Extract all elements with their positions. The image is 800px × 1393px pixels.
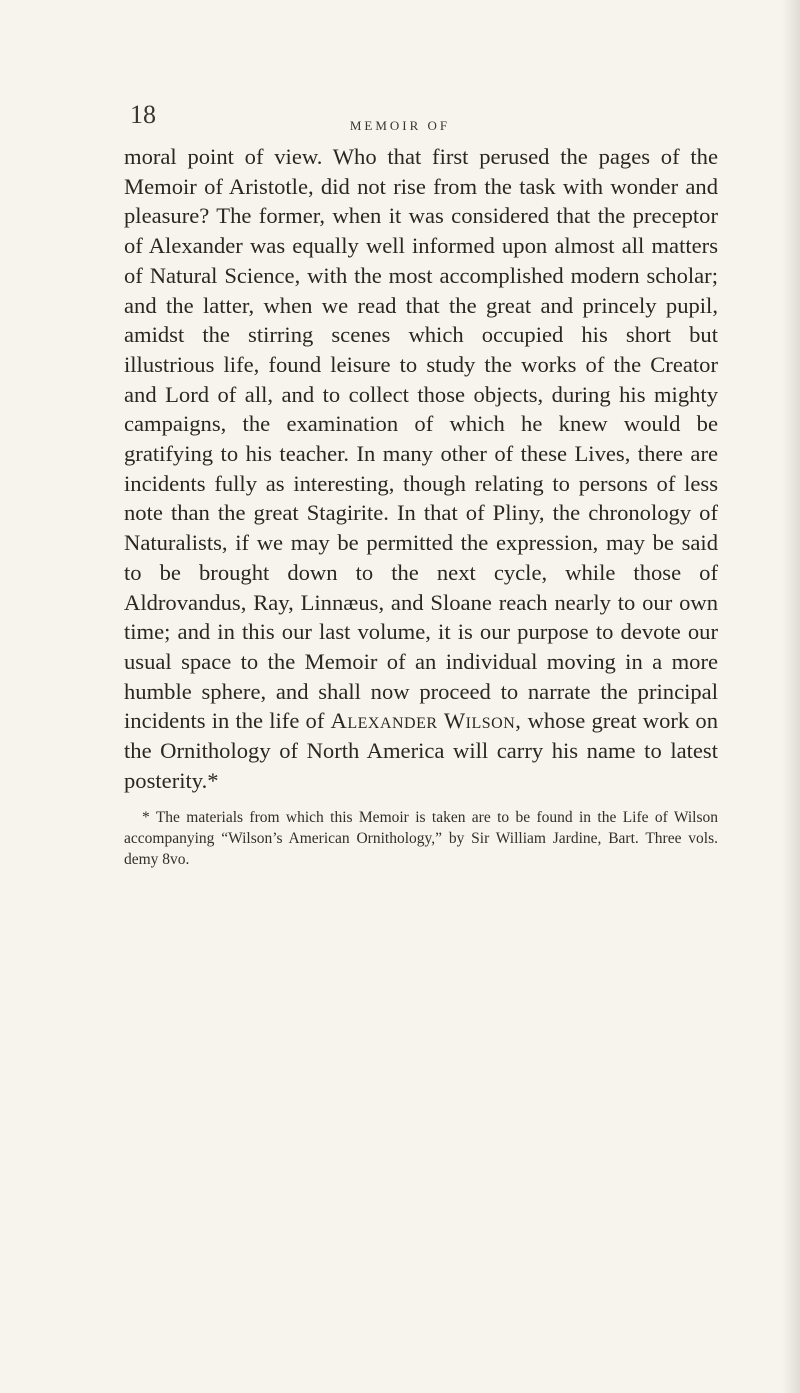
body-paragraph	[124, 142, 718, 795]
running-head: MEMOIR OF	[349, 118, 451, 133]
page-edge-shadow	[782, 0, 800, 1393]
footnote: * The materials from which this Memoir is taken are to be found in the Life of Wilson accompanying “Wilson’s American Ornithology,” by Sir William Jardine, Bart. Three vols. demy 8vo.	[124, 809, 718, 869]
subject-name: Alexander Wilson,	[330, 708, 522, 734]
page-number: 18	[130, 100, 156, 129]
body-text-after-name: whose great work on the Ornithology of North America will carry his name to latest posterity.*	[124, 708, 718, 793]
text-block	[124, 142, 718, 870]
body-text-before-name: moral point of view. Who that first perused the pages of the Memoir of Aristotle, did not rise from the task with wonder and pleasure? The former, when it was considered that the preceptor of Alexander was equally well informed upon almost all matters of Natural Science, with the most accomplished modern scholar; and the latter, when we read that the great and princely pupil, amidst the stirring scenes which occupied his short but illustrious life, found leisure to study the works of the Creator and Lord of all, and to collect those objects, during his mighty campaigns, the examination of which he knew would be gratifying to his teacher. In many other of these Lives, there are incidents fully as interesting, though relating to persons of less note than the great Stagirite. In that of Pliny, the chronology of Naturalists, if we may be permitted the expression, may be said to be brought down to the next cycle, while those of Aldrovandus, Ray, Linnæus, and Sloane reach nearly to our own time; and in this our last volume, it is our purpose to devote our usual space to the Memoir of an individual moving in a more humble sphere, and shall now proceed to narrate the principal incidents in the life of	[124, 144, 718, 734]
